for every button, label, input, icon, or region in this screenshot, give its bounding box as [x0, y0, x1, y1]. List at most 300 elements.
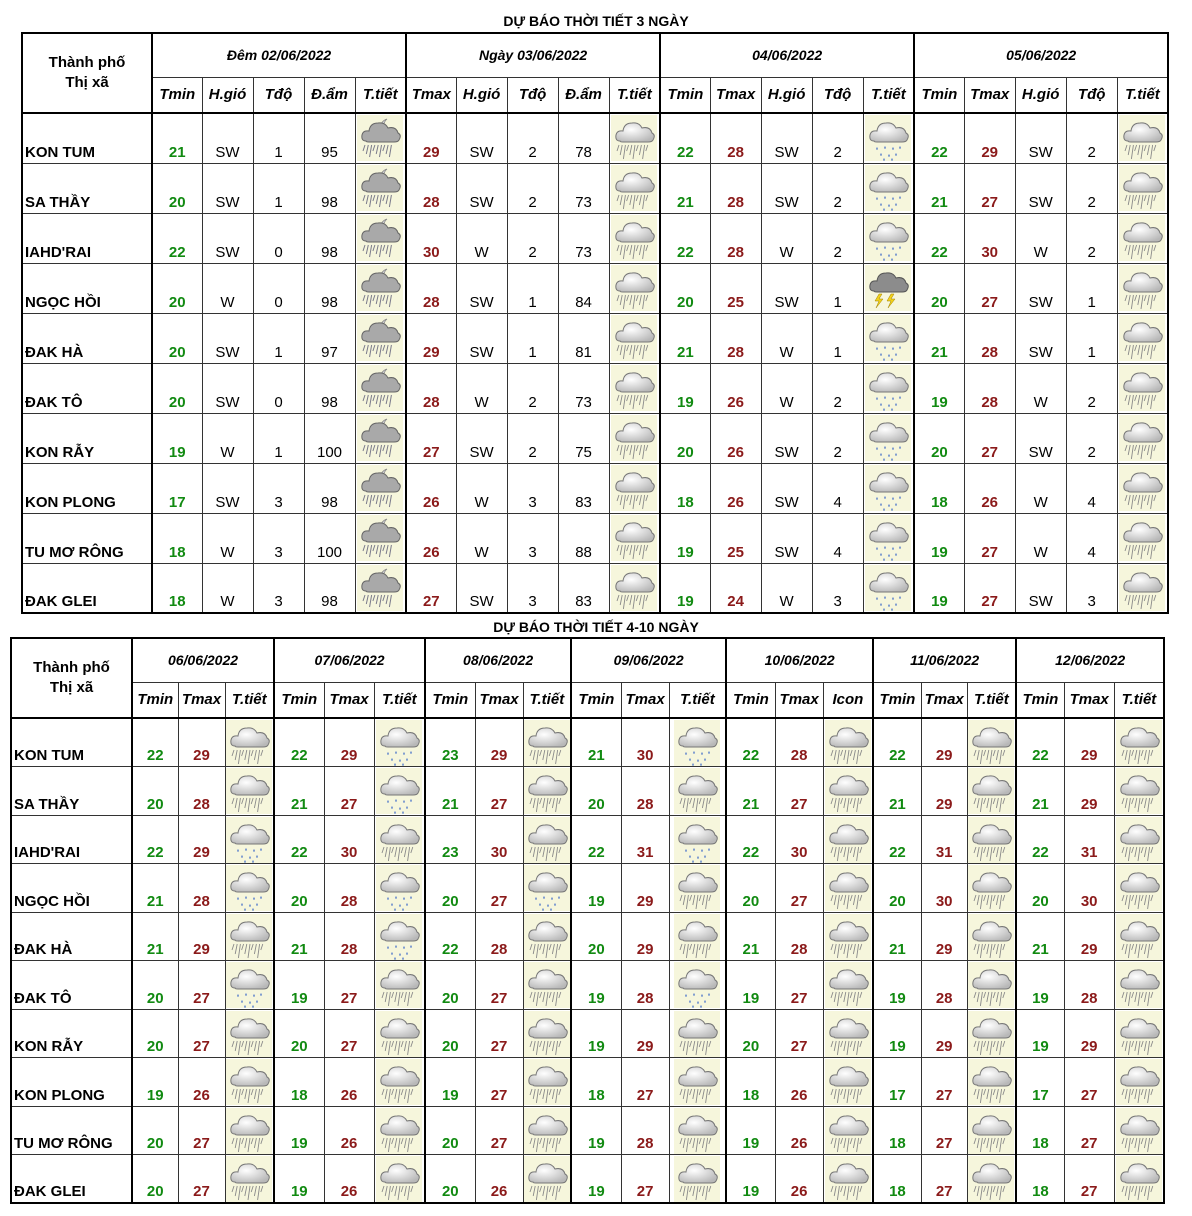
- cloud-showers-icon: [374, 912, 425, 961]
- cloud-rain-icon: [374, 815, 425, 864]
- column-header-t-tiet: T.tiết: [863, 77, 914, 113]
- column-header-tdo: Tđộ: [507, 77, 558, 113]
- tmin-value: 20: [1016, 864, 1064, 913]
- cloud-rain-icon: [609, 463, 660, 513]
- table-row: [11, 912, 1164, 961]
- cloud-rain-icon: [609, 413, 660, 463]
- city-column-header: [11, 638, 132, 718]
- column-header-t-tiet: T.tiết: [1114, 682, 1164, 718]
- tmax-value: 28: [775, 718, 823, 767]
- wind-direction-value: W: [1015, 463, 1066, 513]
- cloud-rain-icon: [609, 113, 660, 163]
- table-row: [11, 718, 1164, 767]
- tmax-value: 27: [475, 1058, 523, 1107]
- tmax-value: 28: [964, 363, 1015, 413]
- night-rain-icon: [355, 163, 406, 213]
- tmax-value: 26: [710, 413, 761, 463]
- tmax-value: 28: [710, 113, 761, 163]
- wind-direction-value: SW: [202, 363, 253, 413]
- tmin-value: 23: [425, 718, 475, 767]
- table-row: [22, 113, 1168, 163]
- cloud-rain-icon: [1117, 563, 1168, 613]
- table-row: [11, 1009, 1164, 1058]
- tmin-value: 22: [873, 815, 921, 864]
- cloud-rain-icon: [1117, 463, 1168, 513]
- wind-force-value: 2: [507, 213, 558, 263]
- cloud-showers-icon: [863, 413, 914, 463]
- tmin-value: 21: [660, 313, 710, 363]
- table-row: [22, 513, 1168, 563]
- tmin-value: 22: [274, 718, 324, 767]
- tmax-value: 27: [178, 961, 225, 1010]
- tmax-value: 25: [710, 513, 761, 563]
- wind-direction-value: W: [456, 513, 507, 563]
- wind-direction-value: SW: [761, 413, 812, 463]
- column-header-tmax: Tmax: [921, 682, 967, 718]
- tmax-value: 26: [324, 1106, 374, 1155]
- tmin-value: 21: [425, 767, 475, 816]
- column-header-tmax: Tmax: [710, 77, 761, 113]
- cloud-rain-icon: [523, 718, 571, 767]
- wind-force-value: 1: [253, 413, 304, 463]
- city-name: TU MƠ RÔNG: [22, 513, 152, 563]
- wind-direction-value: SW: [1015, 563, 1066, 613]
- column-header-tmax: Tmax: [775, 682, 823, 718]
- table-row: [22, 313, 1168, 363]
- tmax-value: 24: [710, 563, 761, 613]
- wind-force-value: 0: [253, 263, 304, 313]
- date-header-6: 11/06/2022: [873, 638, 1016, 682]
- tmax-value: 30: [475, 815, 523, 864]
- column-header-row: [11, 682, 1164, 718]
- tmax-value: 29: [1064, 912, 1114, 961]
- tmin-value: 21: [152, 113, 202, 163]
- column-header-t-tiet: T.tiết: [374, 682, 425, 718]
- tmin-value: 21: [274, 767, 324, 816]
- cloud-rain-icon: [523, 912, 571, 961]
- tmin-value: 22: [274, 815, 324, 864]
- cloud-rain-icon: [1114, 1155, 1164, 1204]
- tmin-value: 18: [914, 463, 964, 513]
- humidity-value: 84: [558, 263, 609, 313]
- wind-force-value: 2: [1066, 213, 1117, 263]
- wind-force-value: 3: [253, 513, 304, 563]
- wind-force-value: 1: [812, 313, 863, 363]
- wind-direction-value: W: [202, 563, 253, 613]
- tmax-value: 29: [475, 718, 523, 767]
- column-header-t-tiet: T.tiết: [1117, 77, 1168, 113]
- city-name: ĐAK TÔ: [22, 363, 152, 413]
- tmin-value: 19: [571, 1009, 621, 1058]
- column-header-tmax: Tmax: [178, 682, 225, 718]
- cloud-rain-icon: [669, 1106, 726, 1155]
- city-name: IAHD'RAI: [11, 815, 132, 864]
- cloud-rain-icon: [523, 767, 571, 816]
- humidity-value: 98: [304, 463, 355, 513]
- table-row: [11, 961, 1164, 1010]
- tmax-value: 26: [775, 1155, 823, 1204]
- wind-force-value: 2: [812, 213, 863, 263]
- cloud-rain-icon: [609, 163, 660, 213]
- wind-force-value: 4: [1066, 513, 1117, 563]
- column-header-t-tiet: T.tiết: [523, 682, 571, 718]
- night-rain-icon: [355, 463, 406, 513]
- tmin-value: 19: [914, 363, 964, 413]
- tmax-value: 27: [964, 513, 1015, 563]
- tmax-value: 30: [324, 815, 374, 864]
- wind-direction-value: SW: [761, 113, 812, 163]
- wind-direction-value: SW: [456, 413, 507, 463]
- tmax-value: 28: [921, 961, 967, 1010]
- wind-direction-value: SW: [1015, 163, 1066, 213]
- tmax-value: 29: [921, 912, 967, 961]
- tmax-value: 27: [775, 864, 823, 913]
- cloud-showers-icon: [863, 313, 914, 363]
- column-header-tmin: Tmin: [132, 682, 178, 718]
- tmax-value: 27: [1064, 1155, 1114, 1204]
- tmax-value: 28: [621, 961, 669, 1010]
- tmax-value: 26: [775, 1058, 823, 1107]
- tmax-value: 29: [921, 718, 967, 767]
- tmax-value: 28: [621, 767, 669, 816]
- city-name: KON RẪY: [11, 1009, 132, 1058]
- wind-force-value: 3: [507, 513, 558, 563]
- tmin-value: 20: [132, 1155, 178, 1204]
- cloud-rain-icon: [225, 1106, 274, 1155]
- wind-direction-value: SW: [456, 163, 507, 213]
- cloud-rain-icon: [823, 1058, 873, 1107]
- city-name: ĐAK GLEI: [11, 1155, 132, 1204]
- tmax-value: 26: [964, 463, 1015, 513]
- cloud-rain-icon: [823, 1106, 873, 1155]
- tmin-value: 20: [873, 864, 921, 913]
- tmax-value: 28: [406, 363, 456, 413]
- city-header-line: Thành phố: [48, 54, 126, 71]
- cloud-rain-icon: [523, 815, 571, 864]
- city-name: NGỌC HỒI: [11, 864, 132, 913]
- cloud-rain-icon: [823, 1155, 873, 1204]
- cloud-rain-icon: [1114, 1009, 1164, 1058]
- tmax-value: 27: [475, 1106, 523, 1155]
- date-header-5: 10/06/2022: [726, 638, 873, 682]
- column-header-tmin: Tmin: [726, 682, 775, 718]
- humidity-value: 98: [304, 563, 355, 613]
- tmin-value: 17: [1016, 1058, 1064, 1107]
- table-row: [22, 413, 1168, 463]
- tmin-value: 19: [873, 1009, 921, 1058]
- cloud-rain-icon: [1117, 213, 1168, 263]
- tmax-value: 27: [964, 163, 1015, 213]
- cloud-rain-icon: [374, 961, 425, 1010]
- column-header-h-gio: H.gió: [202, 77, 253, 113]
- column-header-t-tiet: T.tiết: [967, 682, 1016, 718]
- tmax-value: 27: [1064, 1106, 1114, 1155]
- wind-force-value: 3: [1066, 563, 1117, 613]
- wind-direction-value: SW: [456, 113, 507, 163]
- cloud-rain-icon: [609, 563, 660, 613]
- column-header-tmax: Tmax: [324, 682, 374, 718]
- tmin-value: 20: [425, 864, 475, 913]
- cloud-rain-icon: [823, 718, 873, 767]
- cloud-rain-icon: [1117, 113, 1168, 163]
- tmin-value: 20: [152, 363, 202, 413]
- tmin-value: 19: [274, 1155, 324, 1204]
- night-rain-icon: [355, 563, 406, 613]
- cloud-rain-icon: [1114, 767, 1164, 816]
- cloud-showers-icon: [374, 864, 425, 913]
- tmax-value: 27: [324, 1009, 374, 1058]
- tmax-value: 28: [964, 313, 1015, 363]
- tmin-value: 18: [274, 1058, 324, 1107]
- table-row: [11, 1106, 1164, 1155]
- cloud-showers-icon: [225, 864, 274, 913]
- tmin-value: 21: [1016, 767, 1064, 816]
- cloud-rain-icon: [967, 767, 1016, 816]
- column-header-tmin: Tmin: [873, 682, 921, 718]
- table-row: [22, 463, 1168, 513]
- tmin-value: 20: [132, 1106, 178, 1155]
- cloud-rain-icon: [1114, 912, 1164, 961]
- city-name: SA THẦY: [22, 163, 152, 213]
- column-header-tmin: Tmin: [660, 77, 710, 113]
- cloud-rain-icon: [823, 767, 873, 816]
- cloud-rain-icon: [609, 513, 660, 563]
- tmin-value: 21: [726, 767, 775, 816]
- tmin-value: 20: [914, 263, 964, 313]
- tmax-value: 29: [921, 1009, 967, 1058]
- tmax-value: 25: [710, 263, 761, 313]
- wind-force-value: 2: [1066, 413, 1117, 463]
- column-header-tmax: Tmax: [406, 77, 456, 113]
- wind-direction-value: W: [761, 213, 812, 263]
- cloud-rain-icon: [823, 815, 873, 864]
- tmax-value: 27: [964, 563, 1015, 613]
- cloud-rain-icon: [669, 864, 726, 913]
- cloud-rain-icon: [225, 912, 274, 961]
- tmin-value: 19: [726, 1106, 775, 1155]
- wind-force-value: 3: [812, 563, 863, 613]
- wind-direction-value: W: [761, 313, 812, 363]
- column-header-tmin: Tmin: [914, 77, 964, 113]
- cloud-rain-icon: [823, 864, 873, 913]
- column-header-t-tiet: T.tiết: [225, 682, 274, 718]
- tmin-value: 21: [914, 313, 964, 363]
- tmin-value: 19: [571, 1106, 621, 1155]
- wind-direction-value: W: [1015, 363, 1066, 413]
- wind-direction-value: SW: [1015, 413, 1066, 463]
- wind-force-value: 1: [253, 313, 304, 363]
- wind-force-value: 2: [1066, 113, 1117, 163]
- cloud-rain-icon: [823, 912, 873, 961]
- tmin-value: 17: [152, 463, 202, 513]
- column-header-tmin: Tmin: [571, 682, 621, 718]
- tmax-value: 28: [324, 912, 374, 961]
- wind-direction-value: W: [202, 413, 253, 463]
- date-header-4: 05/06/2022: [914, 33, 1168, 77]
- city-name: NGỌC HỒI: [22, 263, 152, 313]
- town-header-line: Thị xã: [65, 74, 109, 91]
- tmin-value: 22: [132, 718, 178, 767]
- cloud-rain-icon: [609, 263, 660, 313]
- tmax-value: 27: [1064, 1058, 1114, 1107]
- cloud-rain-icon: [1114, 961, 1164, 1010]
- cloud-showers-icon: [863, 163, 914, 213]
- wind-direction-value: SW: [1015, 113, 1066, 163]
- date-header-7: 12/06/2022: [1016, 638, 1164, 682]
- table-row: [11, 1058, 1164, 1107]
- cloud-rain-icon: [967, 912, 1016, 961]
- cloud-rain-icon: [967, 815, 1016, 864]
- wind-force-value: 1: [507, 263, 558, 313]
- tmin-value: 20: [660, 413, 710, 463]
- tmax-value: 26: [178, 1058, 225, 1107]
- night-rain-icon: [355, 513, 406, 563]
- humidity-value: 98: [304, 363, 355, 413]
- column-header-tmax: Tmax: [1064, 682, 1114, 718]
- cloud-rain-icon: [374, 1155, 425, 1204]
- wind-force-value: 2: [812, 363, 863, 413]
- cloud-showers-icon: [374, 718, 425, 767]
- city-name: ĐAK HÀ: [22, 313, 152, 363]
- tmax-value: 27: [475, 1009, 523, 1058]
- humidity-value: 81: [558, 313, 609, 363]
- tmin-value: 22: [726, 815, 775, 864]
- cloud-rain-icon: [1114, 864, 1164, 913]
- cloud-rain-icon: [374, 1106, 425, 1155]
- tmax-value: 26: [324, 1155, 374, 1204]
- cloud-rain-icon: [669, 912, 726, 961]
- tmax-value: 29: [1064, 767, 1114, 816]
- tmax-value: 28: [775, 912, 823, 961]
- wind-direction-value: SW: [456, 313, 507, 363]
- date-header-3: 04/06/2022: [660, 33, 914, 77]
- cloud-showers-icon: [863, 513, 914, 563]
- cloud-rain-icon: [225, 1009, 274, 1058]
- cloud-showers-icon: [374, 767, 425, 816]
- thunderstorm-icon: [863, 263, 914, 313]
- tmin-value: 19: [425, 1058, 475, 1107]
- cloud-showers-icon: [225, 815, 274, 864]
- cloud-rain-icon: [1114, 718, 1164, 767]
- tmin-value: 20: [152, 313, 202, 363]
- city-name: KON RẪY: [22, 413, 152, 463]
- city-name: KON TUM: [11, 718, 132, 767]
- cloud-rain-icon: [523, 961, 571, 1010]
- wind-force-value: 1: [253, 163, 304, 213]
- column-header-icon: Icon: [823, 682, 873, 718]
- humidity-value: 98: [304, 163, 355, 213]
- tmax-value: 26: [710, 463, 761, 513]
- tmin-value: 21: [873, 912, 921, 961]
- column-header-h-gio: H.gió: [456, 77, 507, 113]
- tmax-value: 26: [475, 1155, 523, 1204]
- forecast-3day-table: [21, 32, 1169, 614]
- city-name: TU MƠ RÔNG: [11, 1106, 132, 1155]
- tmin-value: 19: [726, 1155, 775, 1204]
- tmin-value: 19: [1016, 1009, 1064, 1058]
- tmin-value: 21: [132, 864, 178, 913]
- table-row: [22, 563, 1168, 613]
- tmax-value: 27: [406, 413, 456, 463]
- tmax-value: 28: [710, 213, 761, 263]
- wind-direction-value: SW: [1015, 263, 1066, 313]
- tmin-value: 22: [660, 113, 710, 163]
- cloud-rain-icon: [523, 1106, 571, 1155]
- tmax-value: 27: [178, 1106, 225, 1155]
- tmax-value: 31: [1064, 815, 1114, 864]
- tmin-value: 22: [1016, 718, 1064, 767]
- wind-direction-value: W: [456, 213, 507, 263]
- wind-force-value: 3: [253, 463, 304, 513]
- cloud-rain-icon: [1117, 413, 1168, 463]
- tmin-value: 20: [274, 864, 324, 913]
- tmax-value: 27: [921, 1106, 967, 1155]
- cloud-rain-icon: [967, 1155, 1016, 1204]
- tmin-value: 19: [660, 513, 710, 563]
- tmin-value: 19: [914, 563, 964, 613]
- city-name: IAHD'RAI: [22, 213, 152, 263]
- wind-direction-value: SW: [1015, 313, 1066, 363]
- date-header-row: [22, 33, 1168, 77]
- tmax-value: 29: [1064, 718, 1114, 767]
- cloud-showers-icon: [669, 718, 726, 767]
- column-header-d-am: Đ.ẩm: [304, 77, 355, 113]
- cloud-rain-icon: [609, 213, 660, 263]
- tmax-value: 28: [1064, 961, 1114, 1010]
- tmin-value: 22: [571, 815, 621, 864]
- cloud-rain-icon: [669, 767, 726, 816]
- tmin-value: 19: [571, 961, 621, 1010]
- wind-direction-value: SW: [202, 463, 253, 513]
- cloud-rain-icon: [374, 1009, 425, 1058]
- tmax-value: 27: [475, 961, 523, 1010]
- tmin-value: 20: [726, 1009, 775, 1058]
- cloud-rain-icon: [1114, 1106, 1164, 1155]
- tmax-value: 27: [178, 1009, 225, 1058]
- cloud-rain-icon: [1117, 313, 1168, 363]
- cloud-rain-icon: [1117, 263, 1168, 313]
- cloud-rain-icon: [1117, 513, 1168, 563]
- tmax-value: 27: [178, 1155, 225, 1204]
- cloud-rain-icon: [1117, 163, 1168, 213]
- column-header-tmax: Tmax: [475, 682, 523, 718]
- table-row: [11, 815, 1164, 864]
- wind-direction-value: W: [456, 363, 507, 413]
- wind-force-value: 3: [507, 463, 558, 513]
- cloud-rain-icon: [967, 718, 1016, 767]
- tmax-value: 29: [621, 864, 669, 913]
- tmax-value: 29: [964, 113, 1015, 163]
- column-header-tdo: Tđộ: [253, 77, 304, 113]
- tmax-value: 30: [921, 864, 967, 913]
- wind-direction-value: SW: [202, 113, 253, 163]
- tmax-value: 28: [710, 313, 761, 363]
- humidity-value: 98: [304, 213, 355, 263]
- humidity-value: 78: [558, 113, 609, 163]
- column-header-t-tiet: T.tiết: [669, 682, 726, 718]
- tmin-value: 20: [425, 1106, 475, 1155]
- cloud-showers-icon: [863, 563, 914, 613]
- tmax-value: 29: [178, 912, 225, 961]
- tmin-value: 18: [152, 563, 202, 613]
- wind-force-value: 3: [253, 563, 304, 613]
- column-header-row: [22, 77, 1168, 113]
- date-header-2: 07/06/2022: [274, 638, 425, 682]
- cloud-rain-icon: [225, 1058, 274, 1107]
- cloud-rain-icon: [669, 1009, 726, 1058]
- wind-force-value: 1: [253, 113, 304, 163]
- cloud-rain-icon: [374, 1058, 425, 1107]
